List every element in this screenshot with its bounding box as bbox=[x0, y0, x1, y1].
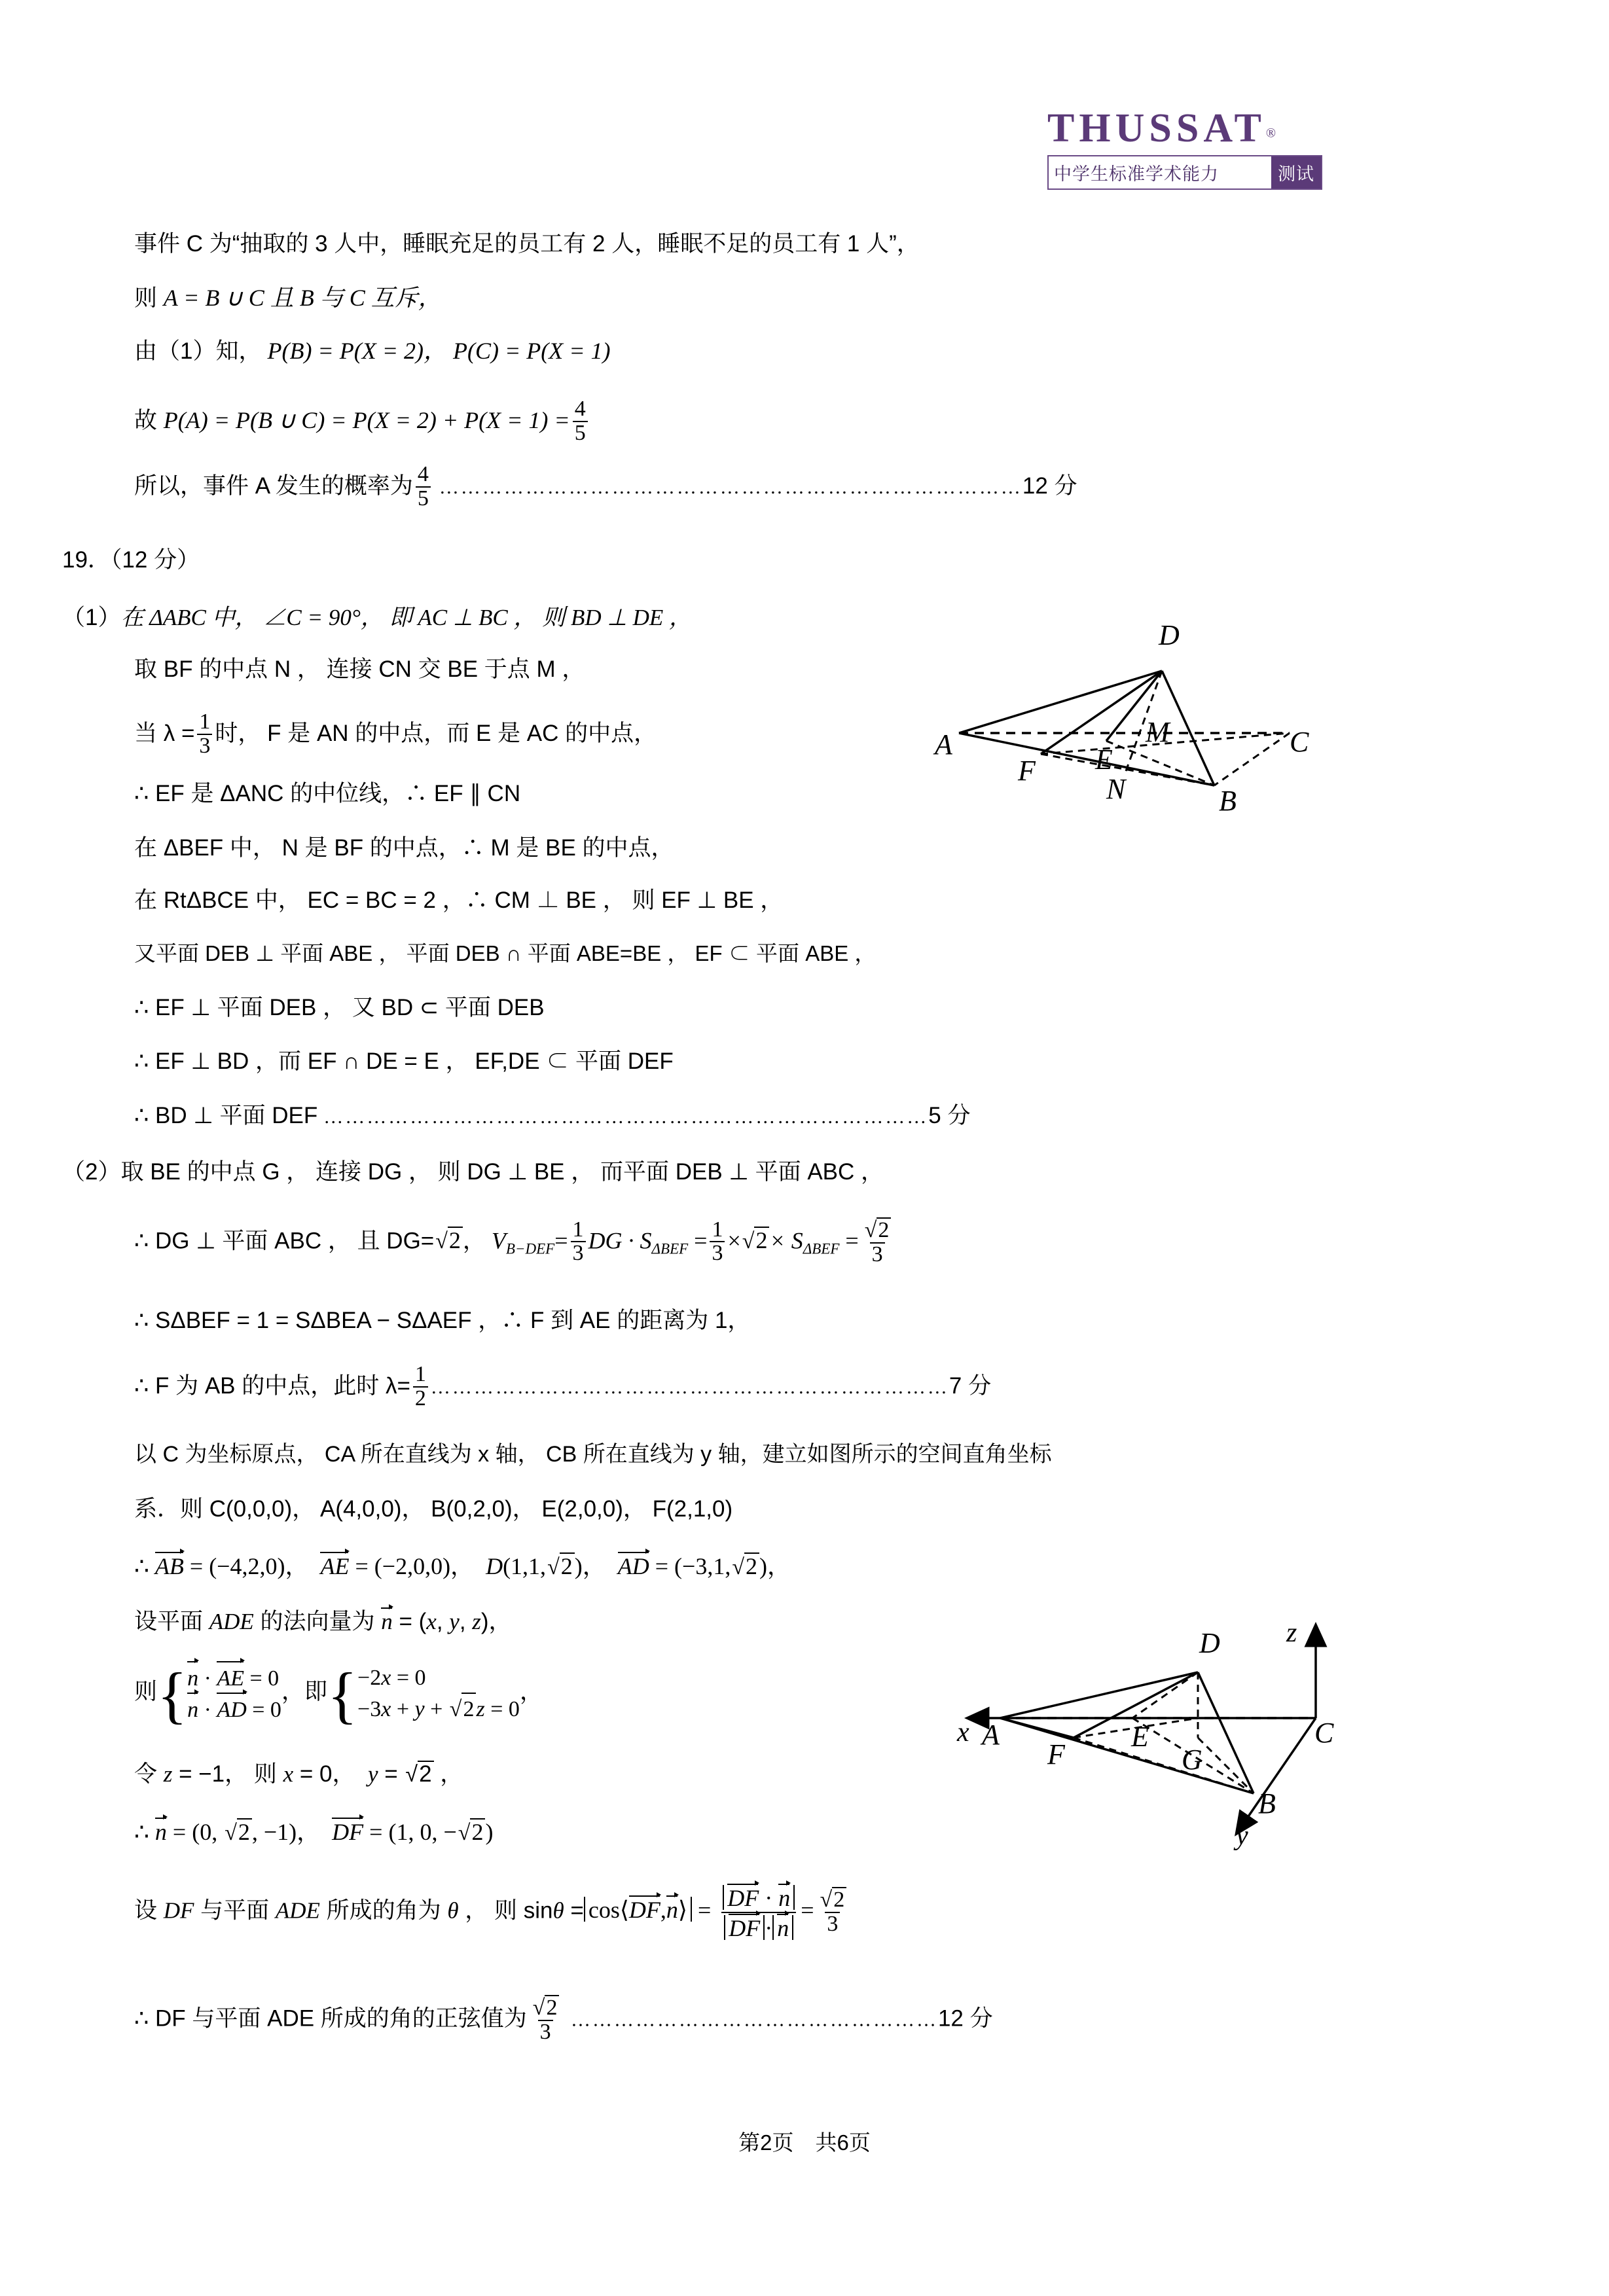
system-rows-1 bbox=[187, 1662, 281, 1725]
leader-dots: ………………………………………………………………………… bbox=[323, 1106, 929, 1128]
fraction-denominator: 3 bbox=[825, 1912, 840, 1936]
p19-part1-l3-b: 时， F 是 AN 的中点，而 E 是 AC 的中点， bbox=[215, 720, 657, 746]
figure1-label-B: B bbox=[1219, 785, 1237, 812]
radicand: 2 bbox=[877, 1217, 891, 1242]
fraction-numerator bbox=[861, 1217, 894, 1242]
vector-AD: AD bbox=[617, 1553, 649, 1579]
radicand: 2 bbox=[744, 1552, 759, 1578]
figure2-label-C: C bbox=[1314, 1717, 1334, 1749]
normal-vector-text: 设平面 ADE 的法向量为 n = (x, y, z)， bbox=[134, 1609, 512, 1634]
figure2-label-B: B bbox=[1258, 1787, 1276, 1820]
system-suffix: ， bbox=[519, 1678, 543, 1705]
cos-fraction bbox=[720, 1885, 797, 1940]
logo-wordmark-row bbox=[1047, 108, 1355, 149]
lambda-half-fraction bbox=[413, 1363, 428, 1410]
fraction-denominator: DF · n bbox=[721, 1912, 796, 1940]
p19-part2-line-6: 系．则 C(0,0,0)， A(4,0,0)， B(0,2,0)， E(2,0,0)， F(2,1,0) bbox=[134, 1496, 733, 1522]
abs-cos: cos⟨DF,n⟩ bbox=[584, 1897, 692, 1922]
p19-part1-line-3 bbox=[134, 709, 657, 759]
ad-value: = (−3,1,√2)， bbox=[649, 1553, 791, 1579]
s18-line-2 bbox=[134, 286, 442, 310]
logo-wordmark: THUSSAT bbox=[1047, 106, 1266, 151]
p19-part1-l10-score: 5 分 bbox=[928, 1103, 971, 1128]
p19-part2-line-5: 以 C 为坐标原点， CA 所在直线为 x 轴， CB 所在直线为 y 轴，建立如图所示的空间直角坐标 bbox=[134, 1442, 1052, 1467]
p19-part2-l4-a: ∴ F 为 AB 的中点，此时 λ= bbox=[134, 1372, 410, 1399]
vector-AE: AE bbox=[320, 1553, 350, 1579]
eq-sign: = bbox=[691, 1897, 717, 1924]
figure2-label-G: G bbox=[1182, 1744, 1202, 1776]
s18-line-5-fraction bbox=[416, 463, 431, 510]
sqrt2-over-3-fraction bbox=[861, 1217, 894, 1266]
s18-line-4 bbox=[134, 399, 590, 446]
fraction-denominator: 5 bbox=[573, 421, 588, 445]
fraction-denominator: 3 bbox=[571, 1241, 586, 1265]
sqrt-2 bbox=[434, 1227, 463, 1253]
s18-line-4-fraction bbox=[573, 398, 588, 444]
system-row-1: n · AE = 0 bbox=[187, 1662, 281, 1694]
final-score: 12 分 bbox=[937, 2005, 993, 2032]
fraction-denominator: 3 bbox=[197, 734, 212, 758]
p19-part2-l1-text: 取 BE 的中点 G ， 连接 DG ， 则 DG ⊥ BE ， 而平面 DEB ⊥ 平面 ABC ， bbox=[120, 1159, 884, 1185]
figure1-label-D: D bbox=[1159, 619, 1180, 651]
s18-line-1: 事件 C 为“抽取的 3 人中，睡眠充足的员工有 2 人，睡眠不足的员工有 1 人”， bbox=[134, 231, 920, 257]
p19-part2-line-8 bbox=[134, 1609, 512, 1633]
figure2-label-E: E bbox=[1131, 1721, 1149, 1753]
figure-tetrahedron-2-with-axes bbox=[916, 1617, 1375, 1892]
figure2-label-F: F bbox=[1047, 1738, 1065, 1770]
figure1-label-E: E bbox=[1095, 744, 1113, 776]
system-prefix: 则 bbox=[134, 1679, 158, 1705]
fraction-denominator: 5 bbox=[416, 486, 431, 511]
p19-part2-line-10 bbox=[134, 1761, 463, 1785]
dg-s-term: DG · S bbox=[588, 1227, 652, 1254]
sin-result-fraction bbox=[817, 1887, 849, 1935]
s18-line-3 bbox=[134, 339, 611, 363]
fraction-numerator: 1 bbox=[414, 1362, 426, 1386]
s18-line-2-prefix: 则 bbox=[134, 285, 164, 311]
eq-1: = bbox=[554, 1227, 568, 1254]
fraction-numerator: DF · n bbox=[720, 1885, 797, 1912]
sqrt-2-e bbox=[731, 1552, 759, 1579]
radical-sign: √ bbox=[742, 1229, 755, 1254]
p19-part1-line-1 bbox=[62, 605, 692, 629]
radical-sign: √ bbox=[732, 1555, 744, 1579]
volume-symbol: V bbox=[491, 1227, 506, 1254]
p19-part1-line-10 bbox=[134, 1103, 970, 1127]
let-z-text: 令 z = −1， 则 x = 0， y = √2 ， bbox=[134, 1761, 463, 1787]
sqrt-2-c bbox=[863, 1217, 892, 1242]
p19-part2-final-line bbox=[134, 1996, 993, 2045]
system-rows-2 bbox=[357, 1663, 520, 1725]
radical-sign: √ bbox=[864, 1218, 877, 1242]
fraction-denominator: 3 bbox=[870, 1242, 885, 1266]
thussat-logo bbox=[1047, 108, 1355, 190]
s-subscript-2: ΔBEF bbox=[803, 1240, 840, 1257]
logo-subtitle-bar bbox=[1047, 155, 1322, 190]
p19-part1-line-6: 在 RtΔBCE 中， EC = BC = 2 ，∴ CM ⊥ BE ， 则 EF ⊥ BE ， bbox=[134, 888, 784, 913]
p19-part2-sin-line bbox=[134, 1885, 851, 1940]
s18-line-4-prefix: 故 bbox=[134, 407, 164, 433]
logo-subtitle-left: 中学生标准学术能力 bbox=[1054, 164, 1219, 184]
problem-19-heading: 19．（12 分） bbox=[62, 547, 200, 573]
fraction-numerator: 1 bbox=[572, 1217, 584, 1242]
d-coords: (1,1,√2)， bbox=[503, 1553, 618, 1579]
figure1-label-C: C bbox=[1290, 726, 1309, 758]
radical-sign: √ bbox=[435, 1229, 448, 1254]
ae-value: = (−2,0,0)， bbox=[349, 1553, 486, 1579]
one-third-fraction-1 bbox=[571, 1219, 586, 1265]
s-subscript-1: ΔBEF bbox=[651, 1240, 689, 1257]
p19-part2-line-4 bbox=[134, 1362, 992, 1411]
p19-part2-l2-a: ∴ DG ⊥ 平面 ABC ， 且 DG= bbox=[134, 1228, 435, 1254]
system-row-4: −3x + y + √2z = 0 bbox=[357, 1693, 520, 1725]
fraction-numerator: 1 bbox=[712, 1217, 723, 1242]
p19-part2-line-11 bbox=[134, 1818, 493, 1844]
s18-line-5-prefix: 所以，事件 A 发生的概率为 bbox=[134, 473, 413, 499]
s18-line-4-math: P(A) = P(B ∪ C) = P(X = 2) + P(X = 1) = bbox=[163, 406, 570, 433]
s18-line-5-score: 12 分 bbox=[1022, 473, 1077, 499]
ab-value: = (−4,2,0)， bbox=[183, 1553, 321, 1579]
p19-part2-volume-line bbox=[134, 1219, 895, 1267]
fraction-numerator: √2 bbox=[817, 1887, 849, 1912]
therefore-symbol: ∴ bbox=[134, 1553, 149, 1579]
s18-line-2-math: A = B ∪ C 且 B 与 C 互斥， bbox=[163, 285, 442, 311]
eq-sign-2: = bbox=[801, 1897, 814, 1924]
p19-part2-line-7 bbox=[134, 1552, 791, 1579]
n-df-result: ∴ n = (0, √2, −1)， DF = (1, 0, −√2) bbox=[134, 1819, 494, 1845]
volume-subscript: B−DEF bbox=[505, 1240, 555, 1257]
p19-part1-line-7: 又平面 DEB ⊥ 平面 ABE ， 平面 DEB ∩ 平面 ABE=BE ， EF ⊂ 平面 ABE ， bbox=[134, 941, 877, 965]
times-1: × bbox=[727, 1227, 741, 1254]
trademark-icon: ® bbox=[1265, 126, 1276, 141]
equation-system-2 bbox=[327, 1660, 520, 1731]
figure2-label-A: A bbox=[982, 1719, 1000, 1751]
system-row-3: −2x = 0 bbox=[357, 1665, 426, 1690]
p19-part2-l2-b: ， bbox=[462, 1228, 486, 1254]
system-mid: ，即 bbox=[281, 1679, 327, 1705]
figure1-label-N: N bbox=[1106, 773, 1126, 805]
s18-line-5 bbox=[134, 462, 1077, 511]
figure1-label-M: M bbox=[1146, 716, 1170, 748]
point-D: D bbox=[486, 1553, 503, 1579]
s18-line-3-prefix: 由（1）知， bbox=[134, 338, 262, 364]
sin-theta-prefix: 设 DF 与平面 ADE 所成的角为 θ ， 则 sinθ = bbox=[134, 1897, 584, 1924]
final-answer-fraction bbox=[530, 1995, 562, 2043]
left-brace-1: { bbox=[157, 1660, 188, 1731]
fraction-numerator: √2 bbox=[530, 1995, 562, 2020]
p19-part2-l4-score: 7 分 bbox=[949, 1372, 992, 1399]
part1-label: （1） bbox=[62, 605, 121, 630]
figure2-label-y: y bbox=[1236, 1821, 1248, 1851]
p19-part1-line-8: ∴ EF ⊥ 平面 DEB ， 又 BD ⊂ 平面 DEB bbox=[134, 995, 545, 1020]
leader-dots: ……………………………………………………………… bbox=[430, 1376, 949, 1398]
p19-part1-line-5: 在 ΔBEF 中， N 是 BF 的中点，∴ M 是 BE 的中点， bbox=[134, 835, 674, 861]
sqrt-2-d bbox=[546, 1552, 575, 1579]
p19-part2-system-line bbox=[134, 1660, 543, 1731]
left-brace-2: { bbox=[327, 1660, 358, 1731]
fraction-denominator: 3 bbox=[710, 1241, 725, 1265]
system-row-2: n · AD = 0 bbox=[187, 1694, 281, 1725]
figure1-label-A: A bbox=[935, 728, 952, 761]
eq-2: = bbox=[694, 1227, 708, 1254]
p19-part1-l10-text: ∴ BD ⊥ 平面 DEF bbox=[134, 1103, 318, 1128]
s18-line-3-math: P(B) = P(X = 2)， P(C) = P(X = 1) bbox=[267, 338, 611, 364]
radical-sign: √ bbox=[547, 1555, 560, 1579]
leader-dots: ……………………………………………………………………… bbox=[439, 476, 1022, 498]
lambda-fraction bbox=[197, 711, 212, 757]
p19-part1-l1-text: 在 ΔABC 中， ∠C = 90°， 即 AC ⊥ BC ， 则 BD ⊥ DE ， bbox=[120, 605, 693, 630]
p19-part1-line-2: 取 BF 的中点 N ， 连接 CN 交 BE 于点 M ， bbox=[134, 656, 585, 682]
p19-part1-l3-a: 当 λ = bbox=[134, 720, 195, 746]
p19-part2-line-3: ∴ SΔBEF = 1 = SΔBEA − SΔAEF ，∴ F 到 AE 的距离为 1， bbox=[134, 1308, 751, 1333]
equation-system-1 bbox=[157, 1660, 281, 1731]
fraction-denominator: 3 bbox=[538, 2020, 553, 2044]
radicand: 2 bbox=[448, 1227, 463, 1252]
vector-AB: AB bbox=[154, 1553, 184, 1579]
leader-dots: …………………………………………… bbox=[564, 2009, 938, 2031]
figure-tetrahedron-1 bbox=[910, 602, 1316, 812]
logo-subtitle-right: 测试 bbox=[1271, 156, 1321, 188]
fraction-denominator: 2 bbox=[413, 1386, 428, 1410]
fraction-numerator: 4 bbox=[417, 462, 429, 486]
sqrt-2-b bbox=[741, 1227, 770, 1253]
p19-part1-line-4: ∴ EF 是 ΔANC 的中位线，∴ EF ∥ CN bbox=[134, 781, 521, 806]
p19-part2-line-1 bbox=[62, 1160, 884, 1183]
fraction-numerator: 4 bbox=[574, 397, 586, 421]
radicand: 2 bbox=[560, 1552, 575, 1578]
figure2-label-D: D bbox=[1199, 1627, 1220, 1659]
eq-3: = bbox=[845, 1227, 859, 1254]
times-s-term: × S bbox=[769, 1227, 803, 1254]
page-footer: 第2页 共6页 bbox=[738, 2130, 871, 2155]
figure1-label-F: F bbox=[1018, 755, 1036, 787]
final-answer-text: ∴ DF 与平面 ADE 所成的角的正弦值为 bbox=[134, 2005, 527, 2032]
figure2-label-z: z bbox=[1286, 1618, 1297, 1648]
one-third-fraction-2 bbox=[710, 1219, 725, 1265]
p19-part1-line-9: ∴ EF ⊥ BD ，而 EF ∩ DE = E ， EF,DE ⊂ 平面 DEF bbox=[134, 1049, 674, 1074]
figure2-label-x: x bbox=[957, 1717, 969, 1748]
part2-label: （2） bbox=[62, 1159, 121, 1185]
radicand: 2 bbox=[754, 1227, 769, 1252]
fraction-numerator: 1 bbox=[199, 709, 211, 734]
